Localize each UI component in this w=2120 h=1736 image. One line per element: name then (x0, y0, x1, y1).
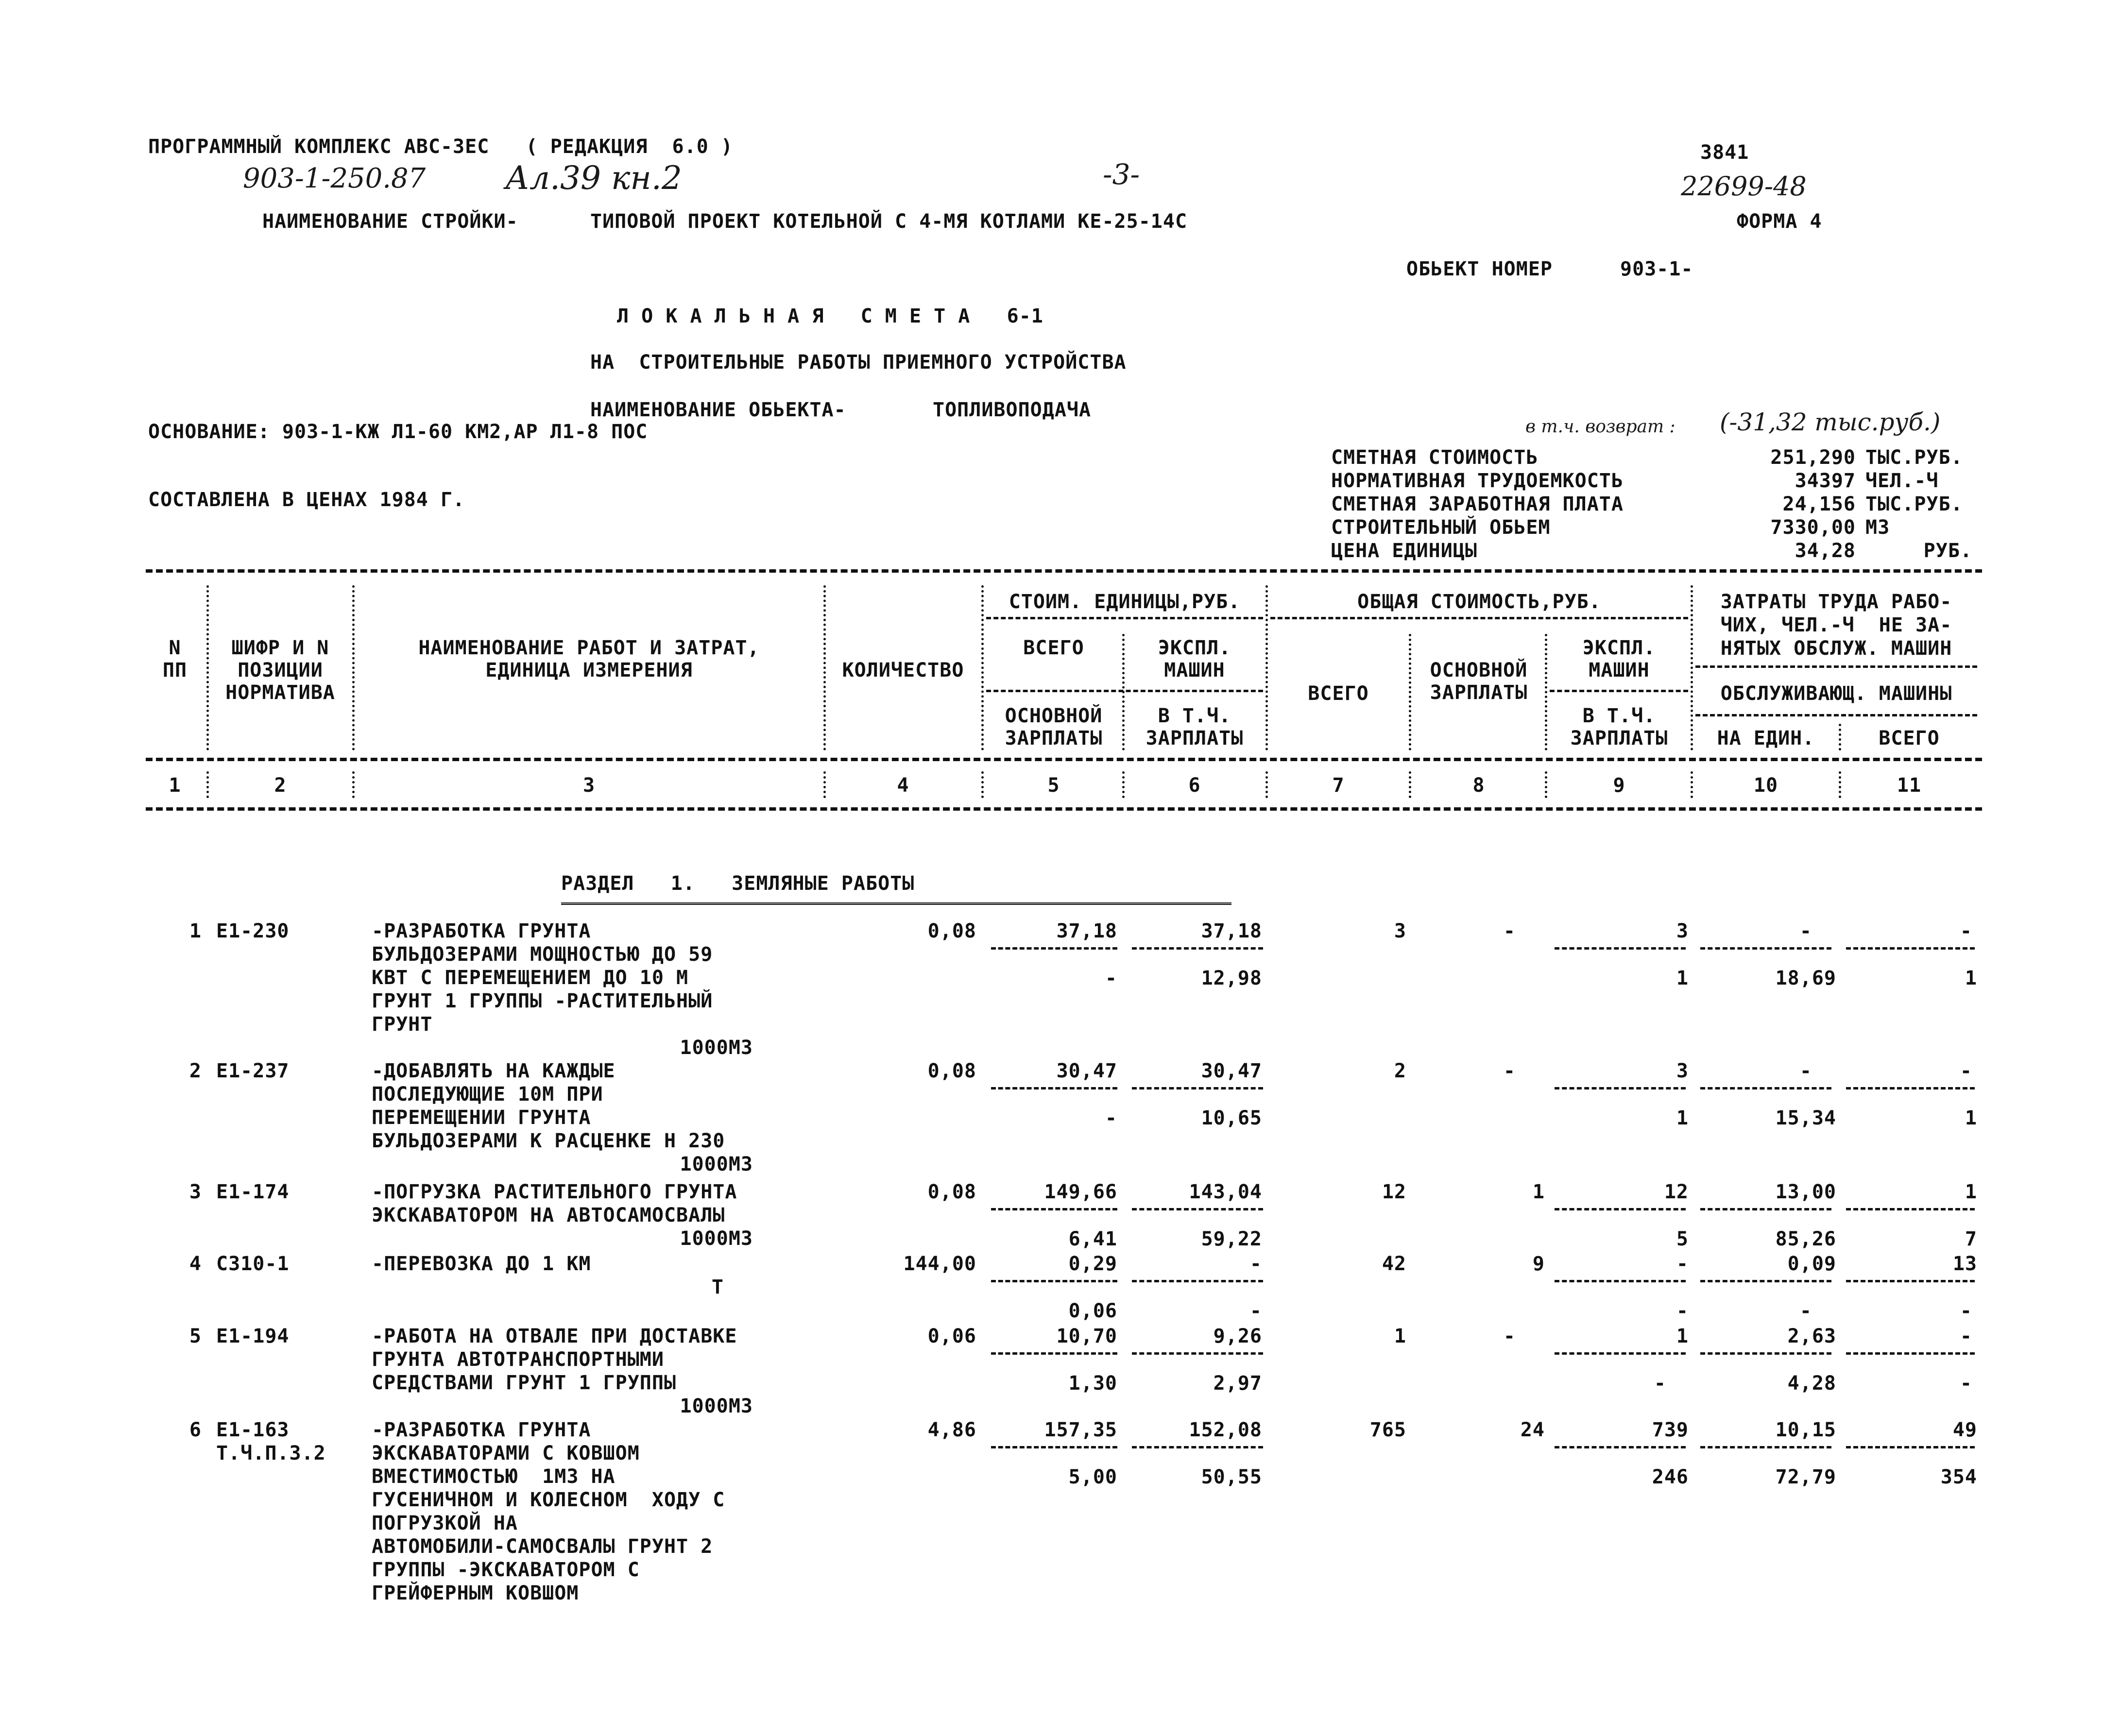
right-code-handwritten: 22699-48 (1681, 171, 1807, 202)
sub-rule (1555, 1352, 1686, 1355)
estimate-subtitle: НА СТРОИТЕЛЬНЫЕ РАБОТЫ ПРИЕМНОГО УСТРОЙСТВА (590, 351, 1127, 374)
doc-number-handwritten: 903-1-250.87 (243, 163, 426, 194)
col-separator (1265, 771, 1268, 798)
sub-rule (1132, 1208, 1263, 1210)
row-service-total: 354 (1940, 1466, 1977, 1488)
row-unit-wages: - (1105, 967, 1117, 989)
col-number: 11 (1897, 774, 1922, 797)
row-service-unit: 15,34 (1775, 1107, 1836, 1129)
col6-bottom-header: ЗАРПЛАТЫ (1145, 727, 1244, 749)
row-labor-total: - (1960, 920, 1972, 942)
row-machine-wages: - (1676, 1300, 1689, 1322)
row-code: С310-1 (216, 1253, 290, 1275)
row-desc: ЭКСКАВАТОРОМ НА АВТОСАМОСВАЛЫ (372, 1204, 725, 1226)
col1-header: N (169, 637, 181, 659)
row-machine-wages: - (1654, 1372, 1666, 1395)
row-desc: ГРУНТА АВТОТРАНСПОРТНЫМИ (372, 1348, 664, 1371)
summary-value: 34397 (1795, 470, 1856, 492)
row-unit-wages: - (1105, 1107, 1117, 1129)
row-unit-machines: 9,26 (1213, 1325, 1262, 1347)
row-code: Е1-230 (216, 920, 290, 942)
row-code: Е1-163 (216, 1419, 290, 1441)
summary-value: 7330,00 (1770, 516, 1856, 539)
row-total: 3 (1394, 920, 1406, 942)
row-labor-total: - (1960, 1060, 1972, 1082)
row-desc: -РАБОТА НА ОТВАЛЕ ПРИ ДОСТАВКЕ (372, 1325, 737, 1347)
labor-header: ЧИХ, ЧЕЛ.-Ч НЕ ЗА- (1720, 614, 1952, 636)
row-unit: 1000М3 (680, 1153, 753, 1175)
inner-rule (1550, 690, 1688, 692)
inner-rule (1695, 665, 1977, 668)
col6-bottom-header: В Т.Ч. (1158, 705, 1231, 727)
summary-value: 34,28 (1795, 540, 1856, 562)
sub-rule (1132, 1280, 1263, 1282)
row-wages: - (1503, 1325, 1516, 1347)
col-number: 7 (1332, 774, 1345, 797)
row-code: Е1-174 (216, 1181, 290, 1203)
row-unit-machines: 143,04 (1189, 1181, 1262, 1203)
sub-rule (991, 1208, 1117, 1210)
inner-rule (1270, 617, 1688, 619)
labor-header: НЯТЫХ ОБСЛУЖ. МАШИН (1720, 637, 1952, 660)
row-unit-machines: 37,18 (1201, 920, 1262, 942)
summary-label: НОРМАТИВНАЯ ТРУДОЕМКОСТЬ (1331, 470, 1624, 492)
row-unit-machine-wages: 10,65 (1201, 1107, 1262, 1129)
sub-rule (1846, 1208, 1975, 1210)
row-desc: КВТ С ПЕРЕМЕЩЕНИЕМ ДО 10 М (372, 967, 689, 989)
col-separator (1409, 771, 1411, 798)
col7-header: ВСЕГО (1308, 682, 1369, 705)
col6-top-header: МАШИН (1164, 659, 1225, 681)
row-unit-machine-wages: 12,98 (1201, 967, 1262, 989)
row-labor-total: 49 (1952, 1419, 1977, 1441)
row-unit-machine-wages: 59,22 (1201, 1228, 1262, 1250)
sub-rule (1700, 947, 1831, 950)
col9-top-header: ЭКСПЛ. (1582, 637, 1656, 659)
row-unit-machine-wages: 50,55 (1201, 1466, 1262, 1488)
section-title: РАЗДЕЛ 1. ЗЕМЛЯНЫЕ РАБОТЫ (561, 872, 915, 895)
row-qty: 0,08 (927, 1060, 976, 1082)
sub-rule (1846, 1087, 1975, 1089)
row-desc: ГРЕЙФЕРНЫМ КОВШОМ (372, 1582, 579, 1604)
row-qty: 0,06 (927, 1325, 976, 1347)
row-desc: ПОГРУЗКОЙ НА (372, 1512, 518, 1534)
row-labor-total: - (1960, 1325, 1972, 1347)
object-number: 903-1- (1620, 258, 1693, 280)
col-number: 3 (582, 774, 596, 797)
sub-rule (1132, 1352, 1263, 1355)
row-labor-total: 1 (1965, 1181, 1977, 1203)
row-unit-total: 149,66 (1044, 1181, 1117, 1203)
row-desc: -ПОГРУЗКА РАСТИТЕЛЬНОГО ГРУНТА (372, 1181, 737, 1203)
row-labor-unit: 0,09 (1787, 1253, 1836, 1275)
section-underline (561, 902, 1231, 905)
row-machines: 12 (1664, 1181, 1689, 1203)
col-separator (981, 771, 984, 798)
col8-header: ОСНОВНОЙ (1430, 659, 1528, 681)
row-desc: ГРУНТ (372, 1013, 433, 1036)
sub-rule (1555, 1087, 1686, 1089)
row-machines: 1 (1676, 1325, 1689, 1347)
row-wages: 9 (1532, 1253, 1545, 1275)
col4-header: КОЛИЧЕСТВО (842, 659, 964, 681)
row-number: 4 (189, 1253, 202, 1275)
inner-rule (986, 690, 1263, 692)
construction-label: НАИМЕНОВАНИЕ СТРОЙКИ- (262, 210, 518, 233)
form-number: ФОРМА 4 (1737, 210, 1822, 233)
row-service-total: 1 (1965, 1107, 1977, 1129)
unit-cost-header: СТОИМ. ЕДИНИЦЫ,РУБ. (1009, 591, 1241, 613)
labor-header: ЗАТРАТЫ ТРУДА РАБО- (1720, 591, 1952, 613)
price-basis: СОСТАВЛЕНА В ЦЕНАХ 1984 Г. (148, 489, 465, 511)
row-unit-total: 10,70 (1056, 1325, 1117, 1347)
row-desc: ПЕРЕМЕЩЕНИИ ГРУНТА (372, 1106, 591, 1129)
col1-header: ПП (162, 659, 188, 681)
col-number: 6 (1188, 774, 1201, 797)
summary-value: 251,290 (1770, 446, 1856, 469)
row-unit-machines: - (1249, 1253, 1262, 1275)
summary-value: 24,156 (1782, 493, 1856, 515)
labor-sub-header: ОБСЛУЖИВАЮЩ. МАШИНЫ (1720, 682, 1952, 705)
col-separator (1265, 585, 1268, 750)
row-unit-total: 0,29 (1068, 1253, 1117, 1275)
sub-rule (991, 1352, 1117, 1355)
col-separator (823, 771, 826, 798)
object-label: ОБЬЕКТ НОМЕР (1406, 258, 1553, 280)
col-separator (352, 585, 355, 750)
col3-header: НАИМЕНОВАНИЕ РАБОТ И ЗАТРАТ, (418, 637, 760, 659)
row-number: 3 (189, 1181, 202, 1203)
col-number: 5 (1047, 774, 1060, 797)
right-code: 3841 (1700, 141, 1749, 164)
col-separator (1409, 634, 1411, 750)
summary-label: СМЕТНАЯ СТОИМОСТЬ (1331, 446, 1539, 469)
summary-unit: ТЫС.РУБ. (1865, 493, 1963, 515)
col-number: 8 (1472, 774, 1485, 797)
row-machines: 739 (1652, 1419, 1689, 1441)
col-separator (206, 585, 209, 750)
sub-rule (991, 1087, 1117, 1089)
col5-top-header: ВСЕГО (1023, 637, 1084, 659)
row-unit-machines: 30,47 (1201, 1060, 1262, 1082)
summary-unit: М3 (1865, 516, 1890, 539)
sub-rule (991, 1446, 1117, 1448)
row-unit-machines: 152,08 (1189, 1419, 1262, 1441)
col3-header: ЕДИНИЦА ИЗМЕРЕНИЯ (485, 659, 693, 681)
row-wages: - (1503, 920, 1516, 942)
summary-label: ЦЕНА ЕДИНИЦЫ (1331, 540, 1477, 562)
row-desc: ГУСЕНИЧНОМ И КОЛЕСНОМ ХОДУ С (372, 1489, 725, 1511)
header-bottom-rule (146, 807, 1982, 811)
col10-header: НА ЕДИН. (1717, 727, 1815, 749)
row-qty: 0,08 (927, 1181, 976, 1203)
row-qty: 4,86 (927, 1419, 976, 1441)
row-desc: -РАЗРАБОТКА ГРУНТА (372, 920, 591, 942)
row-service-unit: 85,26 (1775, 1228, 1836, 1250)
sub-rule (1555, 1446, 1686, 1448)
row-machines: - (1676, 1253, 1689, 1275)
page-number-handwritten: -3- (1103, 158, 1140, 191)
sub-rule (1846, 1352, 1975, 1355)
sub-rule (1700, 1208, 1831, 1210)
col-separator (1691, 585, 1693, 750)
col5-bottom-header: ЗАРПЛАТЫ (1005, 727, 1103, 749)
row-unit-machine-wages: - (1249, 1300, 1262, 1322)
col-separator (1545, 771, 1547, 798)
album-handwritten: Ал.39 кн.2 (505, 159, 682, 197)
row-service-total: - (1960, 1300, 1972, 1322)
col8-header: ЗАРПЛАТЫ (1430, 681, 1528, 704)
row-desc: -РАЗРАБОТКА ГРУНТА (372, 1419, 591, 1441)
col-separator (1691, 771, 1693, 798)
row-desc: ЭКСКАВАТОРАМИ С КОВШОМ (372, 1442, 640, 1464)
summary-label: СТРОИТЕЛЬНЫЙ ОБЬЕМ (1331, 516, 1551, 539)
inner-rule (986, 617, 1263, 619)
row-machine-wages: 5 (1676, 1228, 1689, 1250)
estimate-title: Л О К А Л Ь Н А Я С М Е Т А 6-1 (617, 305, 1043, 327)
row-total: 42 (1382, 1253, 1406, 1275)
col-number: 10 (1753, 774, 1778, 797)
sub-rule (1555, 1208, 1686, 1210)
row-machines: 3 (1676, 920, 1689, 942)
row-labor-unit: - (1799, 920, 1812, 942)
row-service-unit: 18,69 (1775, 967, 1836, 989)
row-service-total: 7 (1965, 1228, 1977, 1250)
row-labor-unit: 13,00 (1775, 1181, 1836, 1203)
row-desc: ГРУНТ 1 ГРУППЫ -РАСТИТЕЛЬНЫЙ (372, 990, 713, 1012)
col-number: 2 (274, 774, 287, 797)
col2-header: ШИФР И N (231, 637, 329, 659)
row-qty: 144,00 (903, 1253, 976, 1275)
row-service-total: 1 (1965, 967, 1977, 989)
col-separator (1545, 634, 1547, 750)
sub-rule (991, 947, 1117, 950)
summary-unit: ЧЕЛ.-Ч (1865, 470, 1939, 492)
row-code-note: Т.Ч.П.3.2 (216, 1442, 326, 1464)
row-machines: 3 (1676, 1060, 1689, 1082)
col-separator (206, 771, 209, 798)
row-machine-wages: 1 (1676, 1107, 1689, 1129)
row-desc: ПОСЛЕДУЮЩИЕ 10М ПРИ (372, 1083, 603, 1106)
row-number: 2 (189, 1060, 202, 1082)
row-total: 2 (1394, 1060, 1406, 1082)
object-name: ТОПЛИВОПОДАЧА (933, 399, 1092, 421)
row-unit: 1000М3 (680, 1227, 753, 1250)
summary-unit: РУБ. (1923, 540, 1972, 562)
sub-rule (1846, 1280, 1975, 1282)
refund-value-handwritten: (-31,32 тыс.руб.) (1720, 408, 1941, 436)
col2-header: НОРМАТИВА (225, 681, 335, 704)
row-unit: 1000М3 (680, 1395, 753, 1417)
row-unit: Т (711, 1276, 724, 1298)
row-number: 1 (189, 920, 202, 942)
row-desc: ГРУППЫ -ЭКСКАВАТОРОМ С (372, 1559, 640, 1581)
row-desc: СРЕДСТВАМИ ГРУНТ 1 ГРУППЫ (372, 1372, 677, 1394)
row-service-unit: - (1799, 1300, 1812, 1322)
row-wages: 24 (1520, 1419, 1545, 1441)
header-top-rule (146, 569, 1982, 573)
sub-rule (1132, 947, 1263, 950)
row-code: Е1-237 (216, 1060, 290, 1082)
col5-bottom-header: ОСНОВНОЙ (1005, 705, 1103, 727)
col2-header: ПОЗИЦИИ (238, 659, 323, 681)
row-desc: ВМЕСТИМОСТЬЮ 1М3 НА (372, 1465, 615, 1488)
sub-rule (1132, 1087, 1263, 1089)
sub-rule (1700, 1280, 1831, 1282)
row-service-total: - (1960, 1372, 1972, 1395)
sub-rule (1700, 1352, 1831, 1355)
col6-top-header: ЭКСПЛ. (1158, 637, 1231, 659)
col9-top-header: МАШИН (1589, 659, 1650, 681)
row-unit-wages: 1,30 (1068, 1372, 1117, 1395)
row-service-unit: 72,79 (1775, 1466, 1836, 1488)
col-separator (981, 585, 984, 750)
summary-unit: ТЫС.РУБ. (1865, 446, 1963, 469)
row-labor-unit: 2,63 (1787, 1325, 1836, 1347)
row-unit-total: 30,47 (1056, 1060, 1117, 1082)
sub-rule (1555, 947, 1686, 950)
row-unit-total: 37,18 (1056, 920, 1117, 942)
row-unit-wages: 6,41 (1068, 1228, 1117, 1250)
row-machine-wages: 246 (1652, 1466, 1689, 1488)
row-unit-machine-wages: 2,97 (1213, 1372, 1262, 1395)
row-total: 1 (1394, 1325, 1406, 1347)
row-unit-wages: 0,06 (1068, 1300, 1117, 1322)
construction-name: ТИПОВОЙ ПРОЕКТ КОТЕЛЬНОЙ С 4-МЯ КОТЛАМИ КЕ-25-14С (590, 210, 1188, 233)
row-machine-wages: 1 (1676, 967, 1689, 989)
row-labor-unit: 10,15 (1775, 1419, 1836, 1441)
sub-rule (1846, 1446, 1975, 1448)
sub-rule (1132, 1446, 1263, 1448)
inner-rule (1695, 714, 1977, 716)
col-number: 9 (1613, 774, 1625, 797)
row-desc: БУЛЬДОЗЕРАМИ МОЩНОСТЬЮ ДО 59 (372, 943, 713, 966)
sub-rule (1700, 1446, 1831, 1448)
row-desc: АВТОМОБИЛИ-САМОСВАЛЫ ГРУНТ 2 (372, 1535, 713, 1558)
row-unit: 1000М3 (680, 1037, 753, 1059)
summary-label: СМЕТНАЯ ЗАРАБОТНАЯ ПЛАТА (1331, 493, 1624, 515)
row-number: 6 (189, 1419, 202, 1441)
row-desc: -ПЕРЕВОЗКА ДО 1 КМ (372, 1253, 591, 1275)
row-desc: -ДОБАВЛЯТЬ НА КАЖДЫЕ (372, 1060, 615, 1082)
sub-rule (1700, 1087, 1831, 1089)
total-cost-header: ОБЩАЯ СТОИМОСТЬ,РУБ. (1357, 591, 1601, 613)
row-code: Е1-194 (216, 1325, 290, 1347)
col-separator (1839, 771, 1841, 798)
sub-rule (991, 1280, 1117, 1282)
col9-bottom-header: ЗАРПЛАТЫ (1570, 727, 1668, 749)
row-number: 5 (189, 1325, 202, 1347)
basis: ОСНОВАНИЕ: 903-1-КЖ Л1-60 КМ2,АР Л1-8 ПОС (148, 421, 648, 443)
row-desc: БУЛЬДОЗЕРАМИ К РАСЦЕНКЕ Н 230 (372, 1130, 725, 1152)
row-total: 765 (1369, 1419, 1406, 1441)
row-unit-wages: 5,00 (1068, 1466, 1117, 1488)
col9-bottom-header: В Т.Ч. (1582, 705, 1656, 727)
row-wages: 1 (1532, 1181, 1545, 1203)
object-name-label: НАИМЕНОВАНИЕ ОБЬЕКТА- (590, 399, 846, 421)
col-number: 4 (897, 774, 909, 797)
row-wages: - (1503, 1060, 1516, 1082)
row-service-unit: 4,28 (1787, 1372, 1836, 1395)
sub-rule (1555, 1280, 1686, 1282)
col11-header: ВСЕГО (1879, 727, 1940, 749)
col-separator (1122, 634, 1125, 750)
refund-label-handwritten: в т.ч. возврат : (1525, 417, 1675, 437)
col-number: 1 (169, 774, 181, 797)
col-separator (352, 771, 355, 798)
program-name: ПРОГРАММНЫЙ КОМПЛЕКС АВС-ЗЕС ( РЕДАКЦИЯ 6.0 ) (148, 136, 733, 158)
row-qty: 0,08 (927, 920, 976, 942)
row-unit-total: 157,35 (1044, 1419, 1117, 1441)
header-mid-rule (146, 758, 1982, 761)
col-separator (1122, 771, 1125, 798)
row-total: 12 (1382, 1181, 1406, 1203)
row-labor-total: 13 (1952, 1253, 1977, 1275)
sub-rule (1846, 947, 1975, 950)
row-labor-unit: - (1799, 1060, 1812, 1082)
